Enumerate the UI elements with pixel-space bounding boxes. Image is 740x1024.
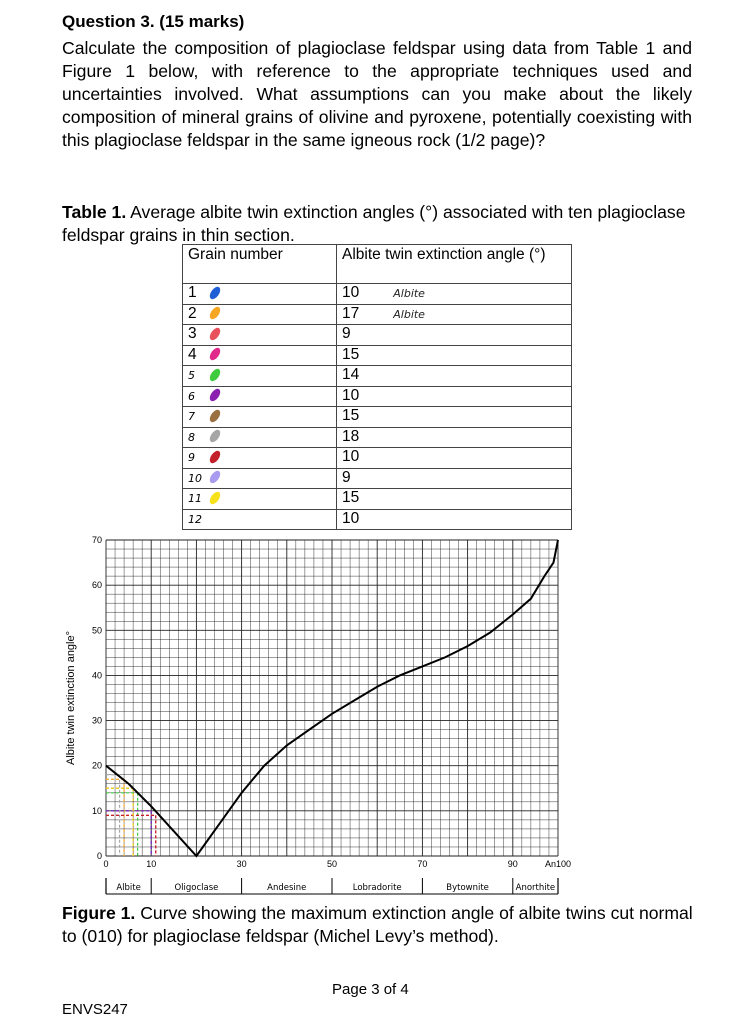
figure-caption — [62, 902, 702, 948]
table-row — [183, 366, 572, 387]
extinction-angle-value: 15 — [342, 489, 360, 506]
mineral-band-label: Andesine — [267, 883, 307, 893]
grain-number: 1 — [188, 284, 197, 301]
extinction-angle-value: 17 — [342, 304, 360, 322]
grain-color-mark — [208, 387, 223, 403]
table-row — [183, 386, 572, 407]
extinction-angle-cell — [337, 427, 572, 448]
extinction-angle-value: 10 — [342, 448, 360, 465]
y-tick-label: 60 — [91, 580, 102, 591]
table-row — [183, 427, 572, 448]
extinction-angle-value: 15 — [342, 345, 360, 363]
grain-color-mark — [208, 367, 223, 383]
extinction-angle-value: 9 — [342, 325, 351, 342]
grain-number: 4 — [188, 345, 197, 363]
grain-number: 7 — [188, 410, 195, 423]
grain-number-cell — [183, 304, 337, 325]
y-tick-label: 0 — [96, 851, 102, 861]
y-axis-label: Albite twin extinction angle° — [65, 630, 77, 766]
x-tick-label: 10 — [146, 859, 157, 869]
extinction-angle-cell — [337, 386, 572, 407]
grain-number: 9 — [188, 451, 195, 464]
y-tick-label: 20 — [91, 760, 102, 771]
mineral-band-label: Oligoclase — [174, 883, 219, 893]
table-row — [183, 448, 572, 469]
question-title: Question 3. (15 marks) — [62, 12, 245, 31]
figure-caption-label: Figure 1. — [62, 903, 136, 923]
grain-color-mark — [208, 449, 223, 465]
y-tick-label: 70 — [91, 535, 102, 545]
extinction-angle-cell — [337, 407, 572, 428]
extinction-angle-cell — [337, 489, 572, 510]
table-caption-text: Average albite twin extinction angles (°) associated with ten plagioclase feldspar grains in thin section. — [62, 202, 686, 245]
grain-number-cell — [183, 345, 337, 366]
x-tick-label: An100 — [544, 859, 572, 869]
table-row — [183, 509, 572, 530]
grain-number-cell — [183, 489, 337, 510]
grain-number: 3 — [188, 325, 197, 342]
y-tick-label: 40 — [91, 670, 102, 681]
x-tick-label: 30 — [236, 859, 247, 869]
question-body: Calculate the composition of plagioclase feldspar using data from Table 1 and Figure 1 below, with reference to the appropriate techniques used and uncertainties involved. What assumptions can you make about the likely composition of mineral grains of olivine and pyroxene, potentially coexisting with this plagioclase feldspar in the same igneous rock (1/2 page)? — [62, 38, 692, 150]
mineral-band-label: Anorthite — [515, 883, 556, 893]
table-caption-label: Table 1. — [62, 202, 127, 222]
x-tick-label: 90 — [507, 859, 518, 869]
extinction-angle-cell — [337, 345, 572, 366]
grain-number-cell — [183, 386, 337, 407]
extinction-angle-value: 10 — [342, 509, 360, 527]
grain-color-mark — [208, 408, 223, 424]
grain-color-mark — [208, 490, 223, 506]
x-tick-label: 50 — [326, 859, 338, 869]
extinction-angle-value: 9 — [342, 468, 351, 486]
extinction-angle-value: 15 — [342, 407, 360, 424]
table-row — [183, 468, 572, 489]
table-row — [183, 345, 572, 366]
handwritten-note: Albite — [393, 307, 425, 321]
mineral-band-label: Bytownite — [446, 883, 489, 893]
mineral-band-label: Lobradorite — [352, 883, 402, 893]
figure-caption-text: Curve showing the maximum extinction angle of albite twins cut normal to (010) for plagioclase feldspar (Michel Levy’s method). — [62, 903, 693, 946]
mineral-band-label: Albite — [116, 883, 141, 893]
extinction-angle-table — [182, 244, 572, 530]
grain-number-cell — [183, 509, 337, 530]
grain-color-mark — [208, 469, 223, 485]
grain-number-cell — [183, 427, 337, 448]
header-grain-number: Grain number — [183, 245, 337, 284]
table-caption — [62, 201, 692, 247]
table-row — [183, 407, 572, 428]
grain-color-mark — [208, 285, 223, 301]
x-tick-label: 70 — [417, 859, 428, 869]
grain-color-mark — [208, 428, 223, 444]
extinction-angle-cell — [337, 509, 572, 530]
grain-number-cell — [183, 468, 337, 489]
grain-number: 2 — [188, 304, 197, 322]
extinction-angle-value: 14 — [342, 366, 360, 383]
extinction-angle-value: 10 — [342, 386, 360, 404]
grain-color-mark — [208, 305, 223, 321]
extinction-angle-cell — [337, 366, 572, 387]
extinction-angle-cell — [337, 304, 572, 325]
y-tick-label: 10 — [91, 805, 102, 816]
table-row — [183, 304, 572, 325]
table-row — [183, 284, 572, 305]
extinction-angle-cell — [337, 284, 572, 305]
handwritten-note: Albite — [393, 287, 425, 300]
grain-number: 8 — [188, 430, 195, 444]
header-extinction-angle: Albite twin extinction angle (°) — [337, 245, 572, 284]
extinction-curve-chart — [62, 532, 582, 900]
grain-number-cell — [183, 325, 337, 346]
table-row — [183, 325, 572, 346]
extinction-angle-cell — [337, 468, 572, 489]
grain-number: 12 — [188, 512, 202, 526]
grain-number: 10 — [188, 471, 202, 485]
grain-color-mark — [208, 346, 223, 362]
grain-number: 6 — [188, 389, 195, 403]
course-code: ENVS247 — [62, 1001, 128, 1018]
table-row — [183, 489, 572, 510]
extinction-angle-cell — [337, 325, 572, 346]
x-tick-label: 0 — [103, 859, 109, 869]
grain-number: 11 — [188, 492, 202, 505]
grain-number-cell — [183, 284, 337, 305]
grain-number-cell — [183, 366, 337, 387]
extinction-angle-cell — [337, 448, 572, 469]
y-tick-label: 30 — [91, 715, 102, 726]
extinction-angle-value: 10 — [342, 284, 360, 301]
grain-number: 5 — [188, 369, 195, 382]
y-tick-label: 50 — [91, 625, 102, 636]
extinction-angle-value: 18 — [342, 427, 360, 445]
grain-number-cell — [183, 448, 337, 469]
grain-number-cell — [183, 407, 337, 428]
page-number: Page 3 of 4 — [332, 981, 409, 998]
grain-color-mark — [208, 326, 223, 342]
